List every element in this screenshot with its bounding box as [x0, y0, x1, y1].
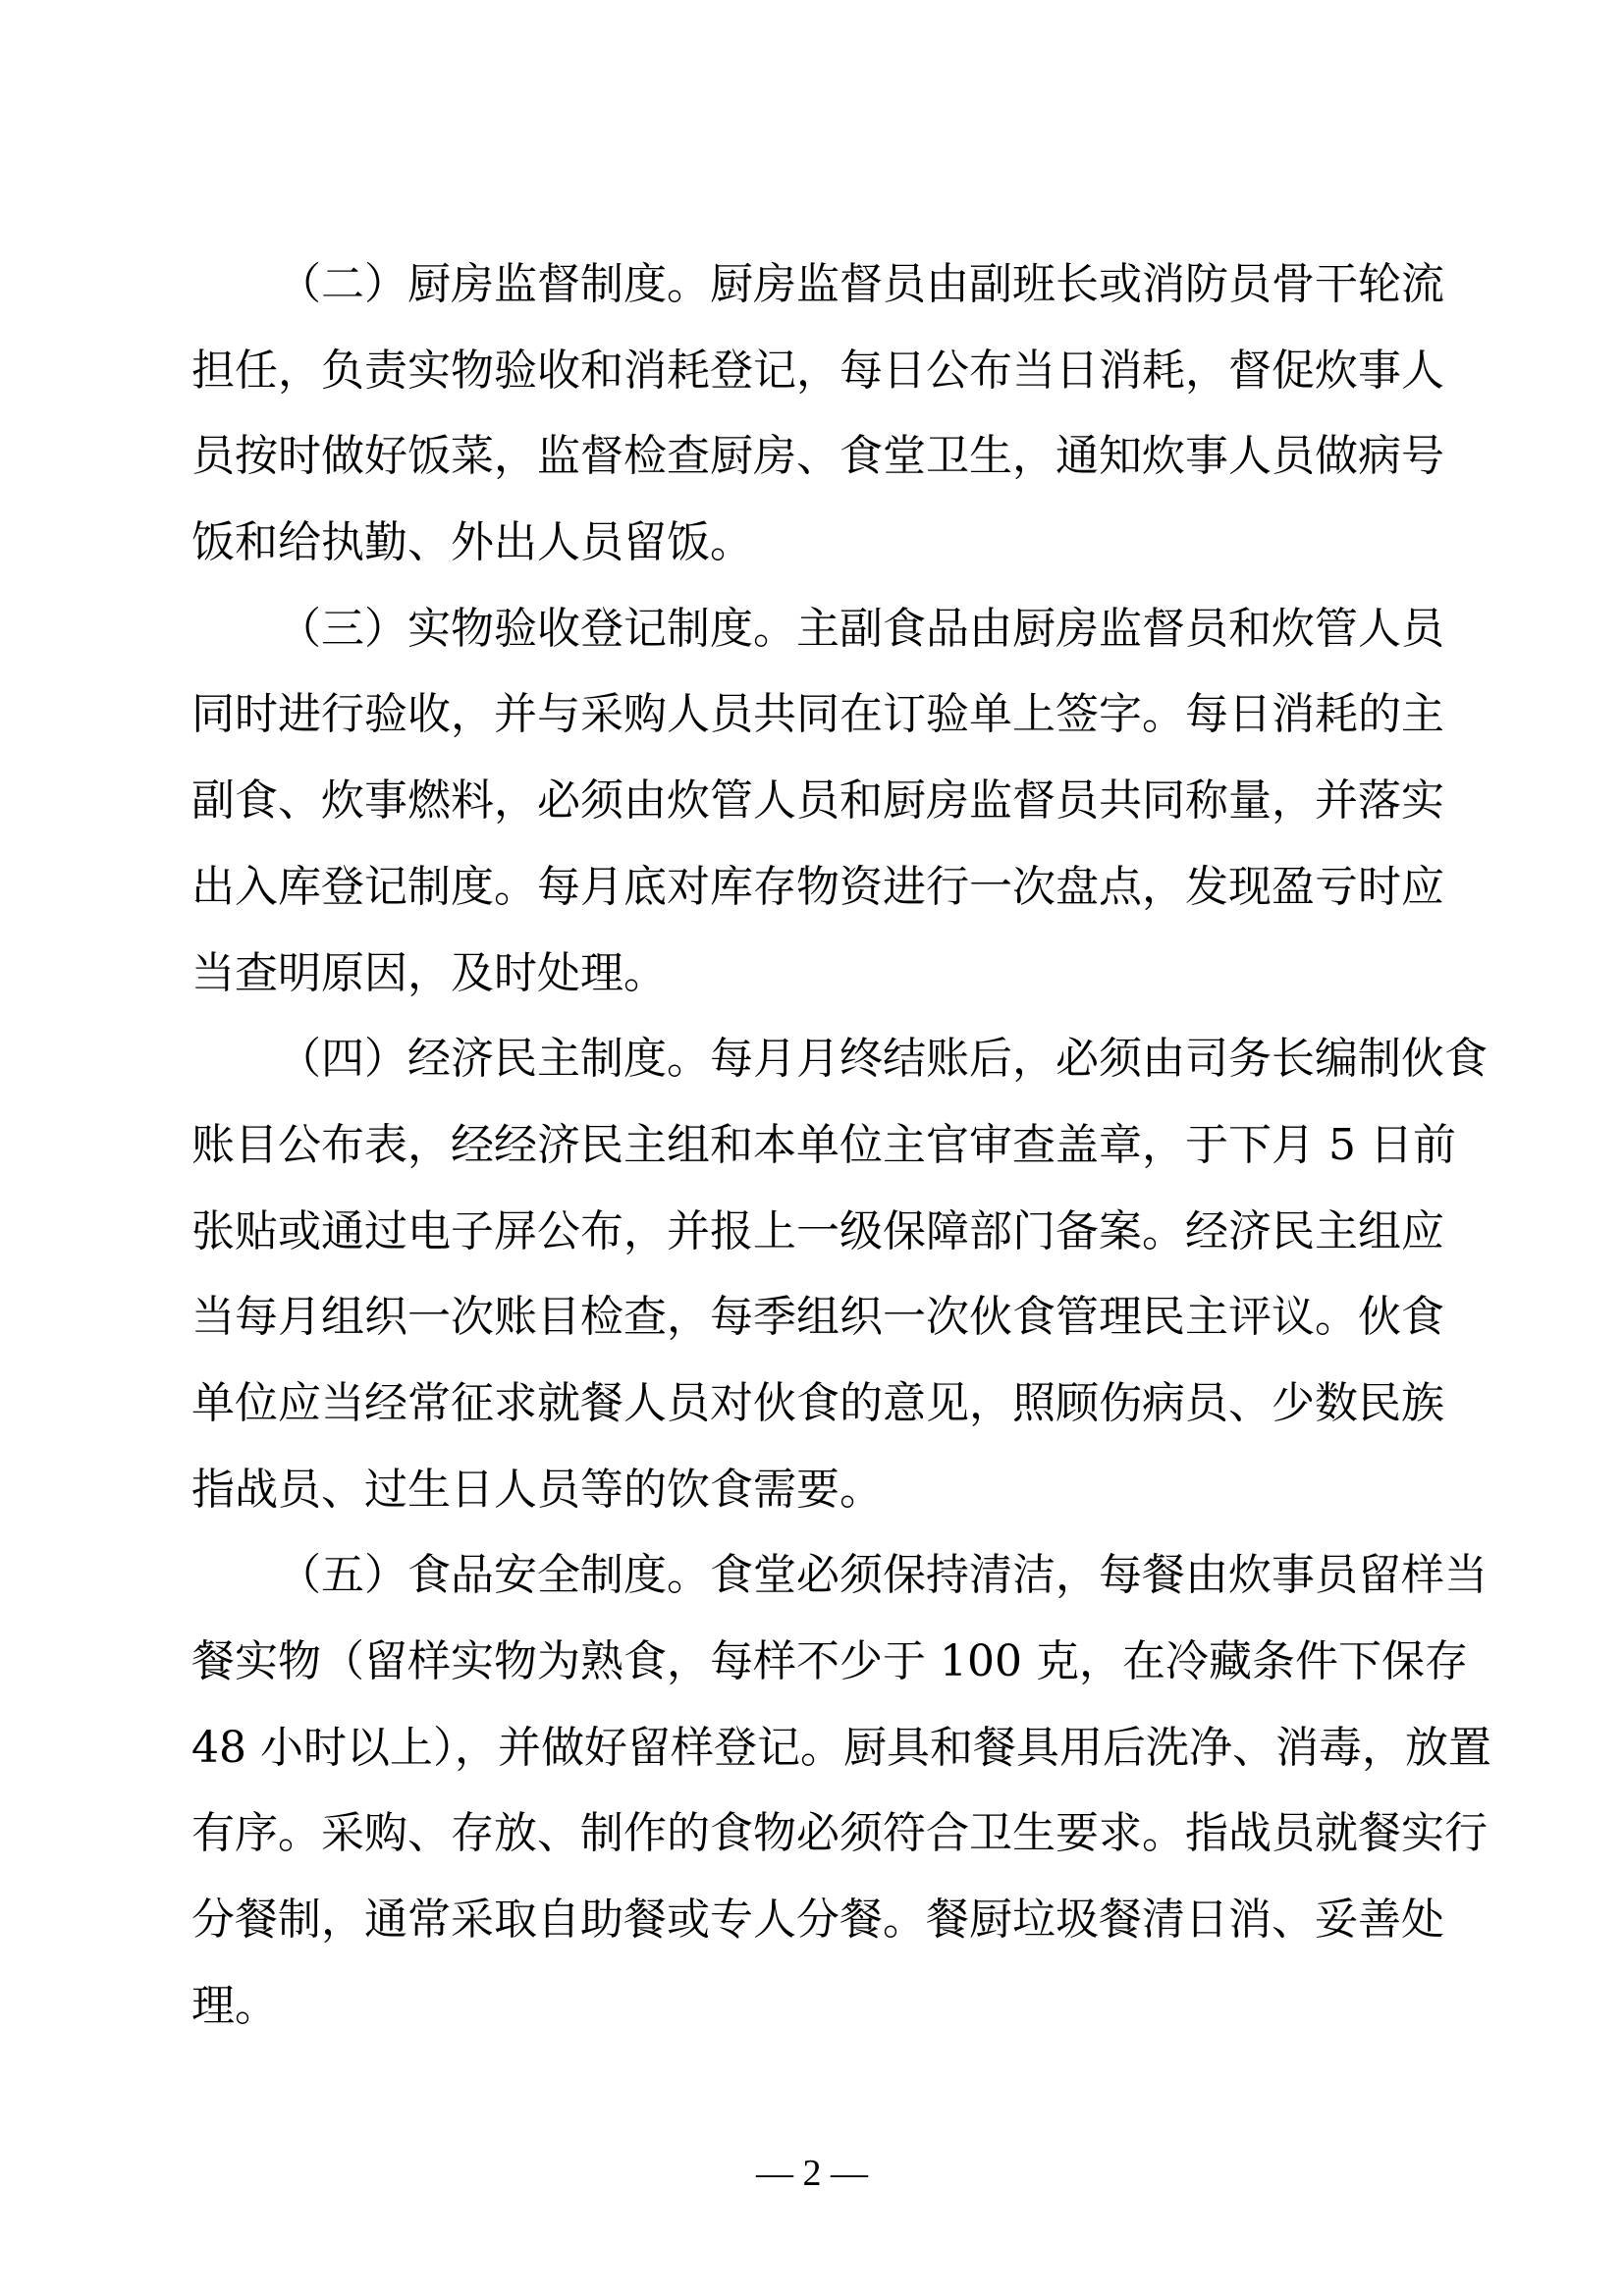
text-line: 有序。采购、存放、制作的食物必须符合卫生要求。指战员就餐实行 [191, 1808, 1488, 1859]
text-line: 副食、炊事燃料，必须由炊管人员和厨房监督员共同称量，并落实 [191, 775, 1444, 827]
text-line: 张贴或通过电子屏公布，并报上一级保障部门备案。经济民主组应 [191, 1205, 1444, 1256]
text-line: 48 小时以上），并做好留样登记。厨具和餐具用后洗净、消毒，放置 [191, 1722, 1491, 1773]
text-line: 饭和给执勤、外出人员留饭。 [191, 517, 753, 568]
text-line: 单位应当经常征求就餐人员对伙食的意见，照顾伤病员、少数民族 [191, 1377, 1444, 1428]
text-line: 分餐制，通常采取自助餐或专人分餐。餐厨垃圾餐清日消、妥善处 [191, 1895, 1444, 1946]
text-line: 同时进行验收，并与采购人员共同在订验单上签字。每日消耗的主 [191, 689, 1444, 740]
text-line: 餐实物（留样实物为熟食，每样不少于 100 克，在冷藏条件下保存 [191, 1636, 1468, 1686]
text-line: 当每月组织一次账目检查，每季组织一次伙食管理民主评议。伙食 [191, 1292, 1444, 1343]
text-line: 当查明原因，及时处理。 [191, 947, 667, 998]
text-line: 出入库登记制度。每月底对库存物资进行一次盘点，发现盈亏时应 [191, 861, 1444, 912]
paragraph-kitchen-supervision [191, 241, 1444, 586]
text-line: （五）食品安全制度。食堂必须保持清洁，每餐由炊事员留样当 [278, 1550, 1488, 1601]
text-line: 账目公布表，经经济民主组和本单位主官审查盖章，于下月 5 日前 [191, 1119, 1456, 1170]
text-line: 理。 [191, 1980, 278, 2031]
paragraph-inspection-registration [191, 586, 1444, 1016]
paragraph-economic-democracy [191, 1016, 1488, 1532]
paragraph-food-safety [191, 1532, 1491, 2049]
text-line: （二）厨房监督制度。厨房监督员由副班长或消防员骨干轮流 [278, 259, 1444, 309]
text-line: 指战员、过生日人员等的饮食需要。 [191, 1464, 883, 1515]
text-line: 员按时做好饭菜，监督检查厨房、食堂卫生，通知炊事人员做病号 [191, 431, 1444, 482]
document-body [191, 241, 1491, 2049]
text-line: （四）经济民主制度。每月月终结账后，必须由司务长编制伙食 [278, 1034, 1488, 1085]
page-number: — 2 — [756, 2153, 868, 2194]
text-line: （三）实物验收登记制度。主副食品由厨房监督员和炊管人员 [278, 603, 1444, 654]
text-line: 担任，负责实物验收和消耗登记，每日公布当日消耗，督促炊事人 [191, 345, 1444, 396]
